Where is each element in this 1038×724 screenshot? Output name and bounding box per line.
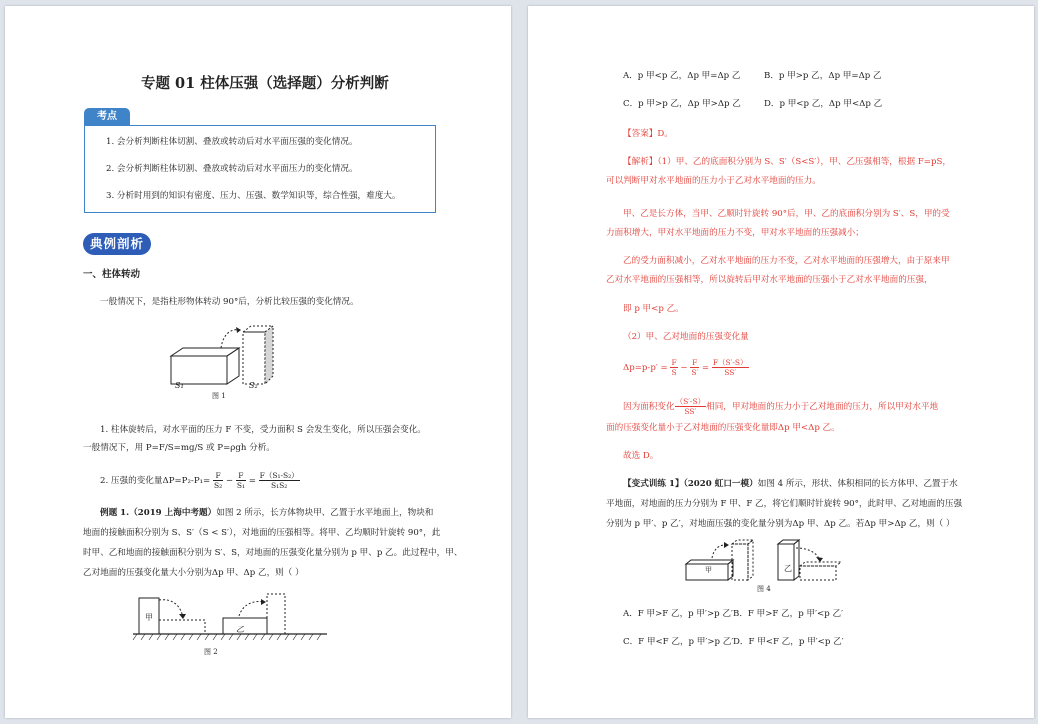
section-heading: 一、柱体转动	[83, 269, 141, 280]
variant-option-b: B．F 甲>F 乙，p 甲′<p 乙′	[733, 609, 844, 619]
variant-text: 如图 4 所示，形状、体积相同的长方体甲、乙置于水	[757, 479, 958, 489]
example-line-1	[100, 507, 433, 519]
variant-label: 【变式训练 1】（2020 虹口一模）	[623, 479, 758, 489]
document-page-1	[5, 6, 511, 718]
fraction	[213, 471, 223, 490]
numerator: F（S₁-S₂）	[259, 471, 299, 480]
denominator: S₂	[213, 481, 223, 490]
example-line-3: 时甲、乙和地面的接触面积分别为 S′、S，对地面的压强变化量分别为 p 甲、p 乙。此过程中，甲、	[83, 548, 463, 558]
figure-2-label-yi: 乙	[236, 625, 244, 634]
numerator: F	[692, 358, 698, 367]
example-line-2: 地面的接触面积分别为 S、S′（S < S′），对地面的压强相等。将甲、乙均顺时针旋转 90°，此	[83, 528, 441, 538]
figure-2-caption: 图 2	[204, 648, 218, 656]
fraction	[670, 358, 677, 377]
analysis-line-10: 面的压强变化量小于乙对地面的压强变化量即Δp 甲<Δp 乙。	[606, 423, 840, 433]
point-1-line-2: 一般情况下，用 P=F/S=mg/S 或 P=ρgh 分析。	[83, 443, 275, 453]
analysis-line-1: 【解析】（1）甲、乙的底面积分别为 S、S′（S<S′），甲、乙压强相等，根据 F=pS，	[623, 157, 951, 167]
figure-2-diagram	[133, 590, 327, 644]
numerator: F（S′-S）	[712, 358, 748, 367]
variant-line-3: 分别为 p 甲′、p 乙′，对地面压强的变化量分别为Δp 甲、Δp 乙。若Δp 甲>Δp 乙，则（ ）	[606, 519, 955, 529]
point-2-formula	[100, 469, 300, 493]
fraction	[236, 471, 246, 490]
figure-1-label-s2: S₂	[249, 381, 258, 390]
figure-4-label-jia: 甲	[705, 566, 712, 574]
variant-option-d: D．F 甲<F 乙，p 甲′<p 乙′	[733, 637, 844, 647]
page-title: 专题 01 柱体压强（选择题）分析判断	[141, 75, 389, 92]
option-d: D．p 甲<p 乙，Δp 甲<Δp 乙	[764, 99, 883, 109]
kaodian-label: 考点	[84, 108, 130, 126]
equals-sign: =	[701, 363, 710, 373]
option-a: A．p 甲<p 乙，Δp 甲=Δp 乙	[623, 71, 741, 81]
example-line-4: 乙对地面的压强变化量大小分别为Δp 甲、Δp 乙，则（ ）	[83, 568, 304, 578]
analysis-line-7: 即 p 甲<p 乙。	[623, 304, 684, 314]
analysis-line-3: 甲、乙是长方体，当甲、乙顺时针旋转 90°后，甲、乙的底面积分别为 S′、S，甲的受	[623, 209, 950, 219]
intro-text: 一般情况下，是指柱形物体转动 90°后，分析比较压强的变化情况。	[100, 297, 359, 307]
figure-4-diagram	[682, 536, 842, 584]
denominator: S′	[691, 368, 699, 377]
fraction	[675, 397, 707, 416]
figure-2-label-jia: 甲	[145, 613, 153, 622]
line-suffix: 相同，甲对地面的压力小于乙对地面的压力，所以甲对水平地	[706, 402, 939, 412]
variant-option-c: C．F 甲<F 乙，p 甲′>p 乙′	[623, 637, 734, 647]
numerator: F	[213, 471, 223, 481]
fraction	[712, 358, 749, 377]
fraction	[259, 471, 300, 490]
kaodian-item: 1. 会分析判断柱体切割、叠放或转动后对水平面压强的变化情况。	[106, 137, 358, 147]
fraction	[690, 358, 699, 377]
option-b: B．p 甲>p 乙，Δp 甲=Δp 乙	[764, 71, 882, 81]
variant-line-2: 平地面，对地面的压力分别为 F 甲、F 乙，将它们顺时针旋转 90°，此时甲、乙对地面的压强	[606, 499, 963, 509]
equation-prefix: Δp=p-p′ =	[623, 363, 668, 373]
section-badge: 典例剖析	[83, 233, 151, 255]
point-1-line-1: 1. 柱体旋转后，对水平面的压力 F 不变，受力面积 S 会发生变化，所以压强会变化。	[100, 425, 426, 435]
line-prefix: 因为面积变化	[623, 402, 675, 412]
numerator: F	[236, 471, 246, 481]
figure-1-caption: 图 1	[212, 392, 226, 400]
denominator: S₁	[236, 481, 245, 490]
option-c: C．p 甲>p 乙，Δp 甲>Δp 乙	[623, 99, 741, 109]
figure-1-label-s1: S₁	[175, 381, 184, 390]
document-page-2	[528, 6, 1034, 718]
formula-prefix: 2. 压强的变化量ΔP=P₂-P₁=	[100, 476, 211, 486]
analysis-conclusion: 故选 D。	[623, 451, 659, 461]
denominator: SS′	[684, 407, 697, 416]
equals-sign: =	[248, 476, 256, 486]
denominator: S	[671, 368, 677, 377]
example-text: 如图 2 所示，长方体物块甲、乙置于水平地面上，物块和	[216, 508, 434, 518]
analysis-line-9	[623, 395, 938, 419]
denominator: SS′	[724, 368, 737, 377]
denominator: S₁S₂	[271, 481, 288, 490]
variant-option-a: A．F 甲>F 乙，p 甲′>p 乙′	[623, 609, 733, 619]
answer-text: 【答案】D。	[623, 129, 673, 139]
analysis-line-6: 乙对水平地面的压强相等，所以旋转后甲对水平地面的压强小于乙对水平地面的压强，	[606, 275, 933, 285]
example-label: 例题 1.（2019 上海中考题）	[100, 508, 217, 518]
analysis-line-2: 可以判断甲对水平地面的压力小于乙对水平地面的压力。	[606, 176, 821, 186]
analysis-equation	[623, 356, 749, 380]
figure-4-label-yi: 乙	[784, 564, 792, 573]
variant-line-1	[623, 478, 958, 490]
numerator: F	[671, 358, 677, 367]
numerator: （S′-S）	[675, 397, 706, 406]
analysis-line-8: （2）甲、乙对地面的压强变化量	[623, 332, 749, 342]
minus-sign: −	[680, 363, 688, 373]
kaodian-item: 3. 分析时用到的知识有密度、压力、压强、数学知识等，综合性强，难度大。	[106, 191, 401, 201]
figure-4-caption: 图 4	[757, 585, 771, 593]
kaodian-item: 2. 会分析判断柱体切割、叠放或转动后对水平面压力的变化情况。	[106, 164, 358, 174]
analysis-line-5: 乙的受力面积减小，乙对水平地面的压力不变，乙对水平地面的压强增大，由于原来甲	[623, 256, 950, 266]
analysis-line-4: 力面积增大，甲对水平地面的压力不变，甲对水平地面的压强减小；	[606, 228, 864, 238]
minus-sign: −	[225, 476, 234, 486]
